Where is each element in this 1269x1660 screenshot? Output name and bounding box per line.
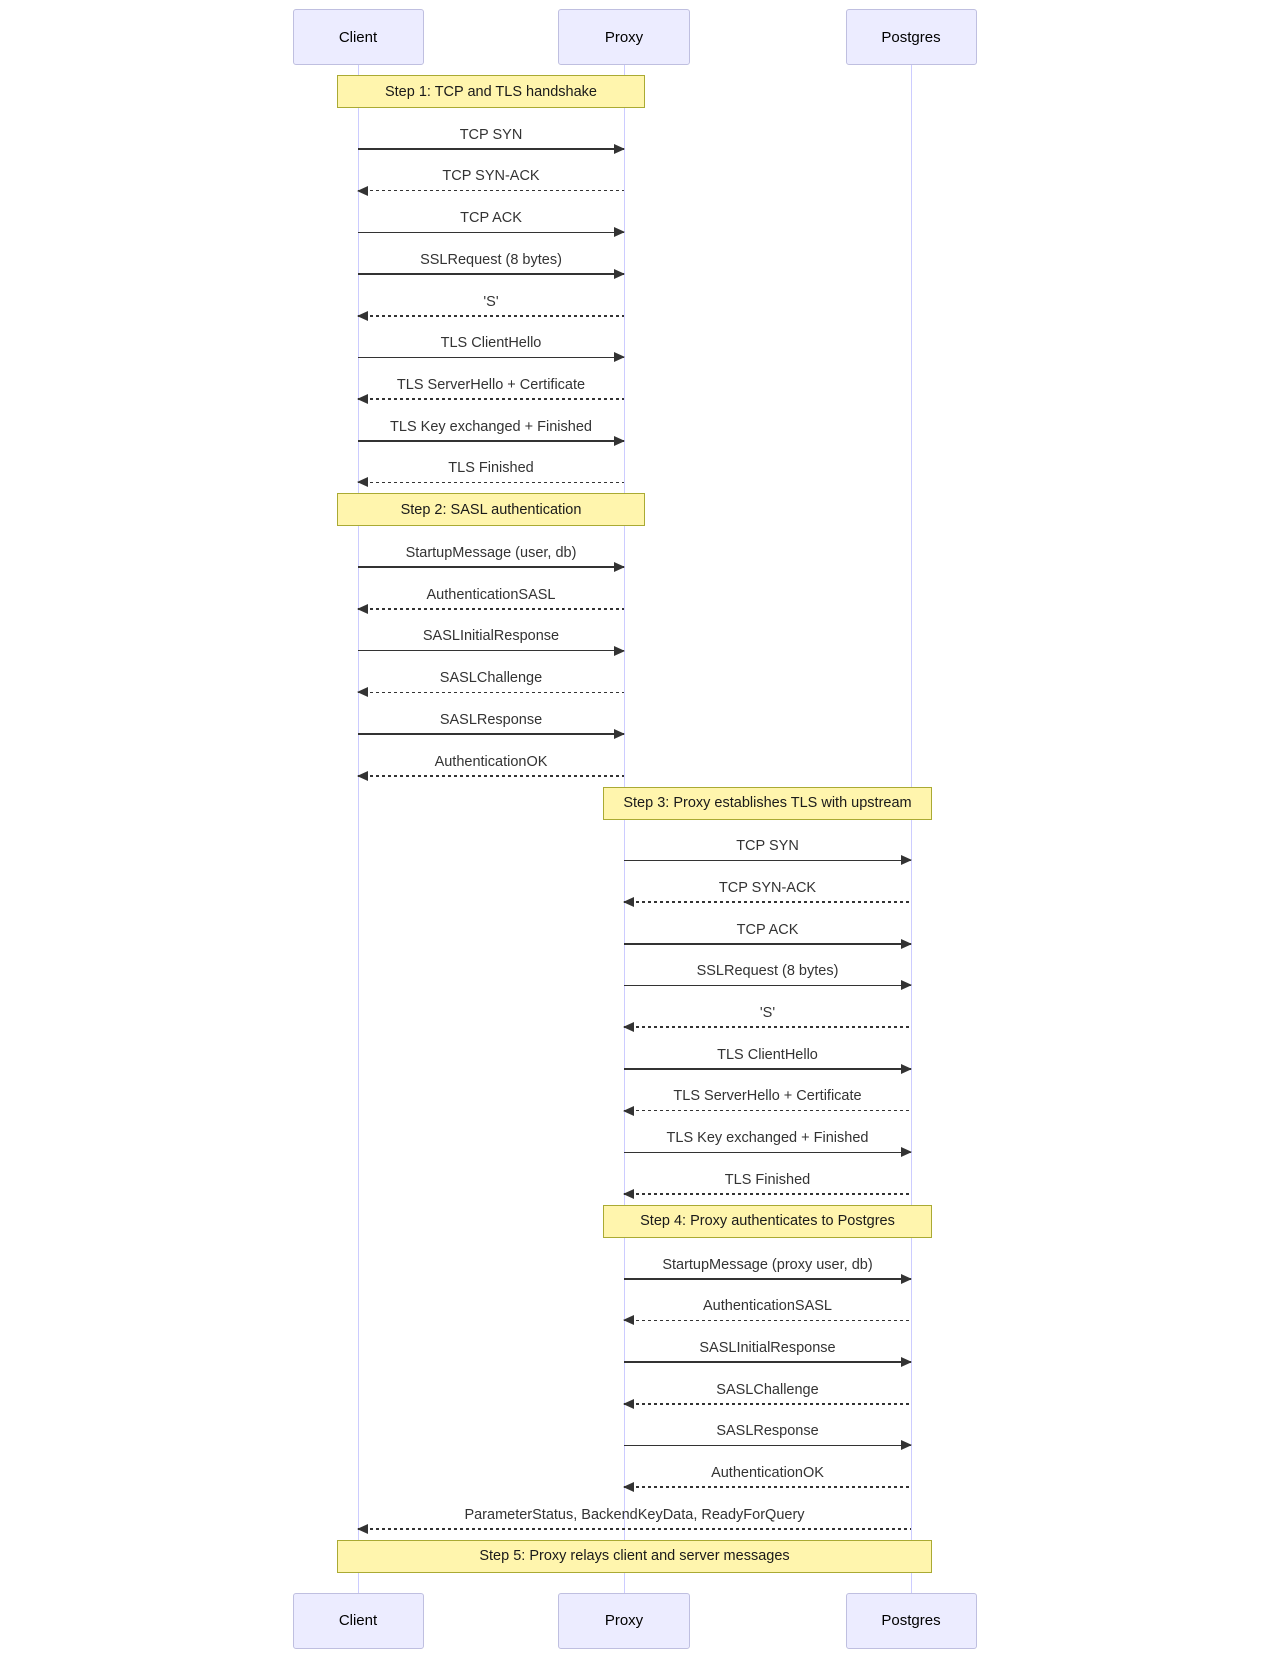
arrow-head-icon [614, 269, 625, 279]
message-label: AuthenticationOK [711, 1465, 824, 1481]
arrow-head-icon [357, 186, 368, 196]
message-arrow-line [358, 566, 624, 568]
message-label: TLS ClientHello [440, 335, 542, 352]
message-label: 'S' [483, 293, 499, 310]
arrow-head-icon [623, 1106, 634, 1116]
message-arrow-line [358, 232, 624, 234]
message-label: AuthenticationOK [434, 753, 548, 770]
arrow-head-icon [357, 311, 368, 321]
message [358, 582, 624, 610]
message [358, 163, 624, 191]
message [624, 833, 911, 861]
actor-box-postgres-bottom [846, 1593, 977, 1649]
step-note [337, 493, 645, 526]
message-arrow-line [624, 1193, 911, 1195]
message [358, 1502, 911, 1530]
message [624, 1418, 911, 1446]
message [358, 122, 624, 150]
message-label: TCP SYN [459, 126, 523, 143]
arrow-head-icon [901, 1064, 912, 1074]
arrow-head-icon [614, 646, 625, 656]
message-arrow-line [624, 860, 911, 862]
arrow-head-icon [901, 980, 912, 990]
arrow-head-icon [623, 1399, 634, 1409]
message [358, 205, 624, 233]
arrow-head-icon [901, 1274, 912, 1284]
arrow-head-icon [623, 897, 634, 907]
arrow-head-icon [623, 1189, 634, 1199]
actor-label: Postgres [881, 1612, 941, 1630]
arrow-head-icon [614, 729, 625, 739]
message [624, 1377, 911, 1405]
message-arrow-line [624, 1445, 911, 1447]
message-arrow-line [358, 148, 624, 150]
message-label: AuthenticationSASL [426, 586, 556, 603]
message-arrow-line [358, 650, 624, 652]
message [358, 707, 624, 735]
message [358, 414, 624, 442]
message-label: TLS ServerHello + Certificate [673, 1088, 862, 1105]
message [624, 1125, 911, 1153]
message-arrow-line [358, 440, 624, 442]
message-label: TLS ClientHello [717, 1046, 818, 1063]
message [624, 917, 911, 945]
step-note-label: Step 2: SASL authentication [400, 501, 582, 518]
arrow-head-icon [357, 394, 368, 404]
arrow-head-icon [901, 939, 912, 949]
message-label: SASLChallenge [716, 1381, 819, 1398]
step-note-label: Step 4: Proxy authenticates to Postgres [640, 1213, 895, 1230]
message-label: TCP SYN-ACK [442, 168, 540, 185]
message-label: TCP ACK [460, 210, 522, 227]
message-label: TCP SYN [736, 838, 799, 855]
message [358, 330, 624, 358]
message-label: StartupMessage (user, db) [405, 545, 577, 561]
message-arrow-line [358, 190, 624, 192]
message [358, 749, 624, 777]
message [624, 1460, 911, 1488]
actor-label: Proxy [604, 28, 644, 46]
arrow-head-icon [614, 227, 625, 237]
message-arrow-line [624, 1110, 911, 1112]
actor-label: Proxy [604, 1612, 644, 1630]
message-label: AuthenticationSASL [703, 1298, 832, 1315]
message-label: TLS Key exchanged + Finished [666, 1130, 869, 1147]
arrow-head-icon [357, 477, 368, 487]
message-arrow-line [358, 357, 624, 359]
arrow-head-icon [901, 1147, 912, 1157]
message-label: TLS ServerHello + Certificate [396, 376, 586, 393]
message-label: TCP SYN-ACK [718, 879, 817, 896]
actor-box-proxy-top [558, 9, 690, 65]
message-label: SASLResponse [716, 1423, 819, 1440]
message [624, 1167, 911, 1195]
message [624, 1293, 911, 1321]
arrow-head-icon [357, 771, 368, 781]
message-label: SSLRequest (8 bytes) [420, 251, 562, 268]
message-arrow-line [358, 775, 624, 777]
message [358, 540, 624, 568]
arrow-head-icon [614, 144, 625, 154]
message-arrow-line [358, 273, 624, 275]
actor-label: Client [338, 1612, 378, 1630]
message-arrow-line [624, 1026, 911, 1028]
message-arrow-line [358, 692, 624, 694]
actor-box-postgres-top [846, 9, 977, 65]
message-arrow-line [624, 1486, 911, 1488]
arrow-head-icon [901, 1357, 912, 1367]
message-label: SASLInitialResponse [699, 1339, 836, 1356]
message [624, 1000, 911, 1028]
message [358, 247, 624, 275]
message [358, 455, 624, 483]
message-arrow-line [358, 608, 624, 610]
step-note-label: Step 1: TCP and TLS handshake [384, 83, 597, 100]
step-note [337, 75, 645, 108]
message [358, 623, 624, 651]
message [624, 958, 911, 986]
message [624, 875, 911, 903]
message-label: TLS Finished [724, 1171, 811, 1188]
message-label: TLS Key exchanged + Finished [390, 418, 592, 435]
message-arrow-line [358, 1528, 911, 1530]
arrow-head-icon [623, 1482, 634, 1492]
arrow-head-icon [614, 562, 625, 572]
message-arrow-line [624, 1152, 911, 1154]
message-label: ParameterStatus, BackendKeyData, ReadyForQuery [464, 1506, 805, 1523]
actor-label: Client [338, 28, 378, 46]
message-arrow-line [624, 1068, 911, 1070]
message-arrow-line [358, 733, 624, 735]
arrow-head-icon [901, 855, 912, 865]
message-arrow-line [358, 315, 624, 317]
message-label: SSLRequest (8 bytes) [696, 963, 839, 980]
actor-label: Postgres [881, 28, 941, 46]
message [624, 1042, 911, 1070]
step-note-label: Step 3: Proxy establishes TLS with upstream [623, 795, 912, 811]
step-note [337, 1540, 932, 1573]
step-note-label: Step 5: Proxy relays client and server messages [479, 1548, 790, 1565]
message-label: SASLInitialResponse [422, 628, 560, 645]
message-arrow-line [624, 1278, 911, 1280]
message-arrow-line [624, 985, 911, 987]
arrow-head-icon [614, 436, 625, 446]
actor-box-client-top [293, 9, 424, 65]
message-label: TLS Finished [448, 460, 534, 477]
message [624, 1083, 911, 1111]
message-label: SASLResponse [439, 711, 543, 728]
message-arrow-line [358, 482, 624, 484]
message-arrow-line [624, 943, 911, 945]
step-note [603, 1205, 932, 1238]
message [358, 289, 624, 317]
arrow-head-icon [357, 604, 368, 614]
message-arrow-line [624, 1403, 911, 1405]
arrow-head-icon [623, 1315, 634, 1325]
step-note [603, 787, 932, 820]
message [624, 1335, 911, 1363]
message-label: TCP ACK [736, 921, 799, 938]
arrow-head-icon [623, 1022, 634, 1032]
message [358, 665, 624, 693]
actor-box-client-bottom [293, 1593, 424, 1649]
message [624, 1252, 911, 1280]
message-label: StartupMessage (proxy user, db) [662, 1256, 873, 1273]
message [358, 372, 624, 400]
arrow-head-icon [614, 352, 625, 362]
message-arrow-line [624, 1320, 911, 1322]
message-label: 'S' [759, 1005, 776, 1021]
message-label: SASLChallenge [439, 670, 543, 687]
arrow-head-icon [357, 1524, 368, 1534]
arrow-head-icon [901, 1440, 912, 1450]
actor-box-proxy-bottom [558, 1593, 690, 1649]
message-arrow-line [624, 1361, 911, 1363]
arrow-head-icon [357, 687, 368, 697]
message-arrow-line [358, 398, 624, 400]
message-arrow-line [624, 901, 911, 903]
